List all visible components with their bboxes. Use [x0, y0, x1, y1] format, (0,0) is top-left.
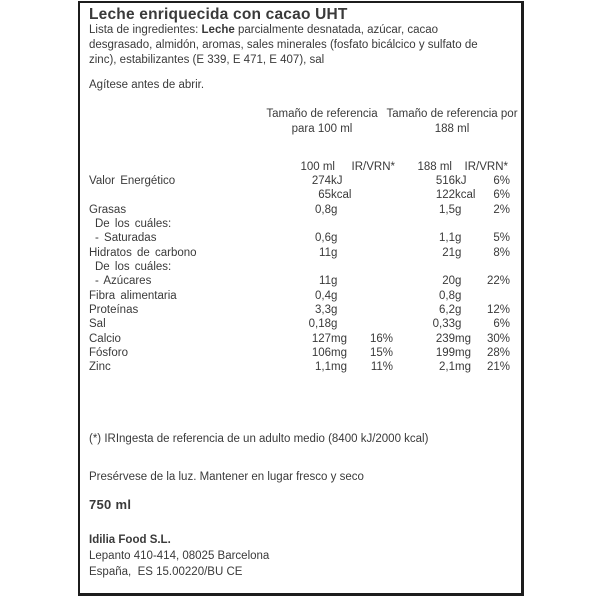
nutrient-row — [80, 303, 521, 317]
manufacturer-address: Lepanto 410-414, 08025 Barcelona — [89, 550, 270, 562]
irvrn-percent-100ml — [361, 188, 393, 202]
value-per-188ml: 0,8 — [439, 289, 455, 302]
value-per-100ml: 274 — [311, 175, 331, 187]
ingredients-line-1-rest: parcialmente desnatada, azúcar, cacao — [234, 24, 439, 36]
nutrient-name: Sal — [89, 318, 106, 331]
value-per-188ml: 516 — [435, 175, 455, 187]
value-per-100ml: 0,8 — [315, 203, 331, 216]
irvrn-percent-100ml — [361, 260, 393, 274]
nutrient-name — [89, 188, 283, 202]
nutrient-name: Proteínas — [89, 304, 139, 317]
ingredients-text — [89, 23, 513, 68]
unit-per-100ml: g — [331, 203, 338, 216]
nutrient-row — [80, 317, 521, 331]
nutrient-row — [80, 274, 521, 288]
irvrn-percent-188ml: 12% — [486, 304, 510, 317]
unit-per-100ml — [331, 217, 361, 231]
nutrition-table-rows — [80, 174, 521, 375]
net-volume: 750 ml — [89, 497, 132, 512]
nutrient-row — [80, 289, 521, 303]
unit-per-188ml: g — [455, 304, 462, 317]
unit-per-188ml: kJ — [455, 175, 467, 187]
value-per-100ml: 11 — [319, 246, 331, 259]
value-per-188ml: 6,2 — [439, 304, 455, 317]
unit-per-100ml: mg — [331, 361, 347, 374]
nutrient-name: Fósforo — [89, 347, 128, 360]
unit-per-100ml: kJ — [331, 175, 343, 187]
irvrn-percent-188ml: 6% — [493, 189, 510, 202]
nutrient-row — [80, 332, 521, 346]
nutrient-name: Hidratos de carbono — [89, 246, 197, 259]
unit-per-100ml: mg — [331, 347, 347, 360]
value-per-100ml: 127 — [311, 332, 331, 345]
irvrn-percent-188ml: 2% — [493, 203, 510, 216]
nutrient-row — [80, 188, 521, 202]
value-per-188ml — [393, 217, 455, 231]
irvrn-percent-100ml — [361, 231, 393, 245]
irvrn-percent-188ml: 30% — [486, 332, 510, 345]
unit-per-188ml — [455, 260, 483, 274]
unit-per-188ml: g — [455, 289, 462, 302]
ingredients-prefix: Lista de ingredientes: — [89, 24, 202, 36]
value-per-100ml: 0,6 — [315, 232, 331, 245]
unit-per-100ml: g — [331, 275, 338, 288]
unit-per-188ml: mg — [455, 361, 471, 374]
irvrn-percent-188ml — [483, 217, 510, 231]
unit-per-100ml: kcal — [331, 189, 352, 202]
ref-header-100ml-line-1: Tamaño de referencia — [266, 108, 378, 120]
nutrient-row — [80, 346, 521, 360]
irvrn-percent-188ml: 6% — [493, 318, 510, 331]
irvrn-percent-100ml — [361, 217, 393, 231]
unit-per-188ml: mg — [455, 332, 471, 345]
unit-per-188ml: g — [455, 232, 462, 245]
ingredients-line-1 — [89, 23, 513, 38]
unit-per-188ml: mg — [455, 347, 471, 360]
unit-per-188ml: g — [455, 203, 462, 216]
value-per-188ml: 199 — [435, 347, 455, 360]
value-per-188ml: 20 — [442, 275, 455, 288]
col-header-188ml: 188 ml — [417, 161, 452, 173]
value-per-188ml: 2,1 — [439, 361, 455, 374]
nutrient-row — [80, 260, 521, 274]
irvrn-percent-188ml: 22% — [486, 275, 510, 288]
ref-header-188ml-line-2: 188 ml — [434, 123, 470, 135]
nutrient-name: - Saturadas — [95, 232, 157, 245]
nutrient-row — [80, 360, 521, 374]
col-header-irvrn-100ml: IR/VRN* — [351, 161, 395, 173]
nutrient-name: Grasas — [89, 203, 127, 216]
irvrn-percent-100ml — [361, 274, 393, 288]
value-per-100ml: 1,1 — [315, 361, 331, 374]
irvrn-percent-100ml — [361, 289, 393, 303]
irvrn-percent-188ml: 21% — [486, 361, 510, 374]
value-per-188ml — [393, 260, 455, 274]
irvrn-percent-100ml: 16% — [369, 332, 393, 345]
col-header-irvrn-188ml: IR/VRN* — [464, 161, 508, 173]
irvrn-percent-100ml — [361, 246, 393, 260]
value-per-100ml: 11 — [319, 275, 331, 288]
ref-header-188ml-line-1: Tamaño de referencia por — [386, 108, 518, 120]
nutrient-row — [80, 217, 521, 231]
unit-per-100ml: g — [331, 232, 338, 245]
irvrn-percent-188ml: 28% — [486, 347, 510, 360]
value-per-188ml: 239 — [435, 332, 455, 345]
unit-per-100ml: g — [331, 318, 338, 331]
value-per-100ml: 0,4 — [315, 289, 331, 302]
value-per-188ml: 122 — [435, 189, 455, 202]
value-per-100ml — [283, 217, 331, 231]
irvrn-percent-188ml — [483, 260, 510, 274]
ref-header-100ml — [262, 107, 382, 137]
unit-per-100ml — [331, 260, 361, 274]
nutrient-row — [80, 174, 521, 188]
nutrient-name: De los cuáles: — [95, 261, 172, 274]
ingredients-line-2: desgrasado, almidón, aromas, sales minerales (fosfato bicálcico y sulfato de — [89, 39, 478, 51]
value-per-188ml: 1,5 — [439, 203, 455, 216]
irvrn-percent-100ml — [361, 317, 393, 331]
irvrn-percent-100ml — [361, 303, 393, 317]
nutrient-name: Valor Energético — [89, 175, 176, 187]
ingredients-highlight: Leche — [201, 24, 235, 36]
value-per-100ml: 3,3 — [315, 304, 331, 317]
col-header-100ml: 100 ml — [300, 161, 335, 173]
irvrn-percent-188ml: 8% — [493, 246, 510, 259]
ref-header-100ml-line-2: para 100 ml — [291, 123, 353, 135]
value-per-188ml: 0,33 — [432, 318, 455, 331]
ingredients-line-3: zinc), estabilizantes (E 339, E 471, E 407), sal — [89, 54, 325, 66]
nutrient-name: - Azúcares — [95, 275, 152, 288]
product-label — [78, 1, 524, 596]
irvrn-percent-188ml: 5% — [493, 232, 510, 245]
unit-per-188ml — [455, 217, 483, 231]
irvrn-percent-100ml: 11% — [370, 361, 393, 374]
shake-instruction: Agítese antes de abrir. — [89, 79, 205, 91]
value-per-100ml — [283, 260, 331, 274]
product-title: Leche enriquecida con cacao UHT — [89, 6, 348, 23]
nutrient-name: Zinc — [89, 361, 111, 374]
manufacturer-country: España, ES 15.00220/BU CE — [89, 566, 243, 578]
unit-per-188ml: g — [455, 246, 462, 259]
unit-per-100ml: g — [331, 304, 338, 317]
nutrient-name: Calcio — [89, 332, 121, 345]
irvrn-percent-100ml: 15% — [369, 347, 393, 360]
irvrn-percent-188ml — [483, 289, 510, 303]
irvrn-percent-100ml — [361, 174, 393, 188]
reference-intake-footnote: (*) IRIngesta de referencia de un adulto medio (8400 kJ/2000 kcal) — [89, 433, 429, 445]
nutrient-name: Fibra alimentaria — [89, 289, 177, 302]
nutrient-row — [80, 246, 521, 260]
value-per-188ml: 1,1 — [439, 232, 455, 245]
ref-header-188ml — [383, 107, 521, 137]
storage-instruction: Presérvese de la luz. Mantener en lugar fresco y seco — [89, 471, 364, 483]
unit-per-188ml: g — [455, 318, 462, 331]
value-per-188ml: 21 — [442, 246, 455, 259]
nutrient-name: De los cuáles: — [95, 218, 172, 231]
nutrient-row — [80, 203, 521, 217]
value-per-100ml: 0,18 — [308, 318, 331, 331]
unit-per-100ml: mg — [331, 332, 347, 345]
nutrient-row — [80, 231, 521, 245]
manufacturer-block — [89, 532, 269, 580]
unit-per-188ml: g — [455, 275, 462, 288]
irvrn-percent-100ml — [361, 203, 393, 217]
manufacturer-name: Idilia Food S.L. — [89, 534, 171, 546]
irvrn-percent-188ml: 6% — [493, 175, 510, 187]
unit-per-188ml: kcal — [455, 189, 476, 202]
value-per-100ml: 106 — [311, 347, 331, 360]
value-per-100ml: 65 — [318, 189, 331, 202]
unit-per-100ml: g — [331, 246, 338, 259]
unit-per-100ml: g — [331, 289, 338, 302]
